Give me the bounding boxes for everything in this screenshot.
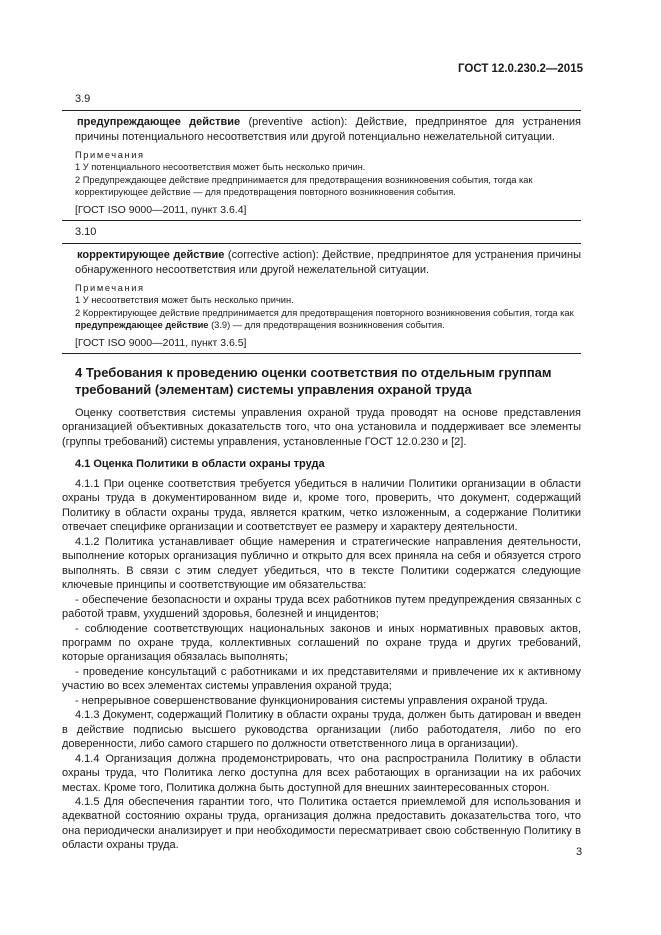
list-item: - непрерывное совершенствование функционирования системы управления охраной труда. bbox=[75, 694, 548, 707]
note-item: 1 У несоответствия может быть несколько причин. bbox=[75, 295, 294, 306]
section-intro bbox=[62, 406, 581, 449]
note-item: 2 Предупреждающее действие предпринимается для предотвращения возникновения события, тогда как корректирующее действие — для предотвращения повторного возникновения события. bbox=[75, 174, 533, 197]
term-entry-3-10 bbox=[62, 225, 581, 354]
page-number: 3 bbox=[576, 846, 583, 858]
note-item: 1 У потенциального несоответствия может быть несколько причин. bbox=[75, 162, 366, 173]
list-item: - соблюдение соответствующих национальных законов и иных нормативных правовых актов, программ по охране труда, коллективных соглашений по охране труда и других требований, которые организация обязалась выполнять; bbox=[62, 622, 581, 664]
term-entry-3-9 bbox=[62, 92, 581, 221]
term-name: корректирующее действие bbox=[77, 249, 225, 261]
term-notes bbox=[75, 149, 581, 198]
notes-heading: Примечания bbox=[75, 150, 145, 160]
term-definition-text: (corrective action): Действие, предпринятое для устранения причины обнаруженного несоответствия или другой нежелательной ситуации. bbox=[75, 249, 581, 276]
note-text: 2 Корректирующее действие предпринимается для предотвращения повторного возникновения события, тогда как bbox=[75, 307, 574, 318]
note-term-reference: предупреждающее действие bbox=[75, 319, 209, 330]
paragraph: 4.1.4 Организация должна продемонстрировать, что она распространила Политику в области охраны труда, что Политика легко доступна для всех работающих в организации на их рабочих местах. Кроме того, Политика должна быть доступной для внешних заинтересованных сторон. bbox=[62, 752, 581, 794]
section-body bbox=[62, 477, 581, 853]
term-source: [ГОСТ ISO 9000—2011, пункт 3.6.5] bbox=[75, 337, 247, 350]
paragraph: 4.1.5 Для обеспечения гарантии того, что Политика остается приемлемой для использования и адекватной состоянию охраны труда, организация должна предоставить доказательства того, что она периодически анализирует и при необходимости пересматривает свою собственную Политику в области охраны труда. bbox=[62, 795, 581, 852]
paragraph: 4.1.3 Документ, содержащий Политику в области охраны труда, должен быть датирован и введен в действие подписью высшего руководства организации (либо работодателя, либо по его доверенности, либо самого старшего по должности ответственного лица в организации). bbox=[62, 709, 581, 751]
term-definition bbox=[75, 248, 581, 277]
paragraph: 4.1.1 При оценке соответствия требуется убедиться в наличии Политики организации в области охраны труда в документированном виде и, кроме того, проверить, что документ, содержащий Политику в области охраны труда, является кратким, четко изложенным, а содержание Политики отвечает специфике организации и соответствует ее размеру и характеру деятельности. bbox=[62, 478, 581, 534]
list-item: - обеспечение безопасности и охраны труда всех работников путем предупреждения связанных с работой травм, ухудшений здоровья, болезней и инцидентов; bbox=[62, 593, 581, 621]
subsection-title: 4.1 Оценка Политики в области охраны труда bbox=[75, 458, 325, 470]
term-definition bbox=[75, 115, 581, 144]
term-number: 3.9 bbox=[75, 93, 91, 105]
term-box bbox=[62, 243, 581, 354]
note-item bbox=[75, 307, 581, 332]
notes-heading: Примечания bbox=[75, 283, 145, 293]
paragraph: 4.1.2 Политика устанавливает общие намерения и стратегические направления деятельности, выполнение которых организация публично и открыто для всех приняла на себя и обязуется строго выполнять. В связи с этим следует убедиться, что в тексте Политики содержатся следующие ключевые принципы и соответствующие им обязательства: bbox=[62, 535, 581, 592]
document-code: ГОСТ 12.0.230.2—2015 bbox=[458, 63, 583, 75]
list-item: - проведение консультаций с работниками и их представителями и привлечение их к активному участию во всех элементах системы управления охраной труда; bbox=[62, 665, 581, 693]
paragraph: Оценку соответствия системы управления охраной труда проводят на основе представления организацией объективных доказательств того, что она установила и поддерживает все элементы (группы требований) системы управления, установленные ГОСТ 12.0.230 и [2]. bbox=[62, 407, 581, 448]
term-notes bbox=[75, 282, 581, 331]
term-name: предупреждающее действие bbox=[77, 116, 241, 128]
term-number: 3.10 bbox=[75, 226, 97, 238]
term-source: [ГОСТ ISO 9000—2011, пункт 3.6.4] bbox=[75, 204, 247, 217]
term-definition-text: (preventive action): Действие, предпринятое для устранения причины потенциального несоответствия или другой потенциально нежелательной ситуации. bbox=[75, 116, 581, 143]
term-box bbox=[62, 110, 581, 221]
note-text: (3.9) — для предотвращения возникновения события. bbox=[208, 319, 445, 330]
section-title: 4 Требования к проведению оценки соответствия по отдельным группам требований (элементам) системы управления охраной труда bbox=[75, 365, 552, 397]
